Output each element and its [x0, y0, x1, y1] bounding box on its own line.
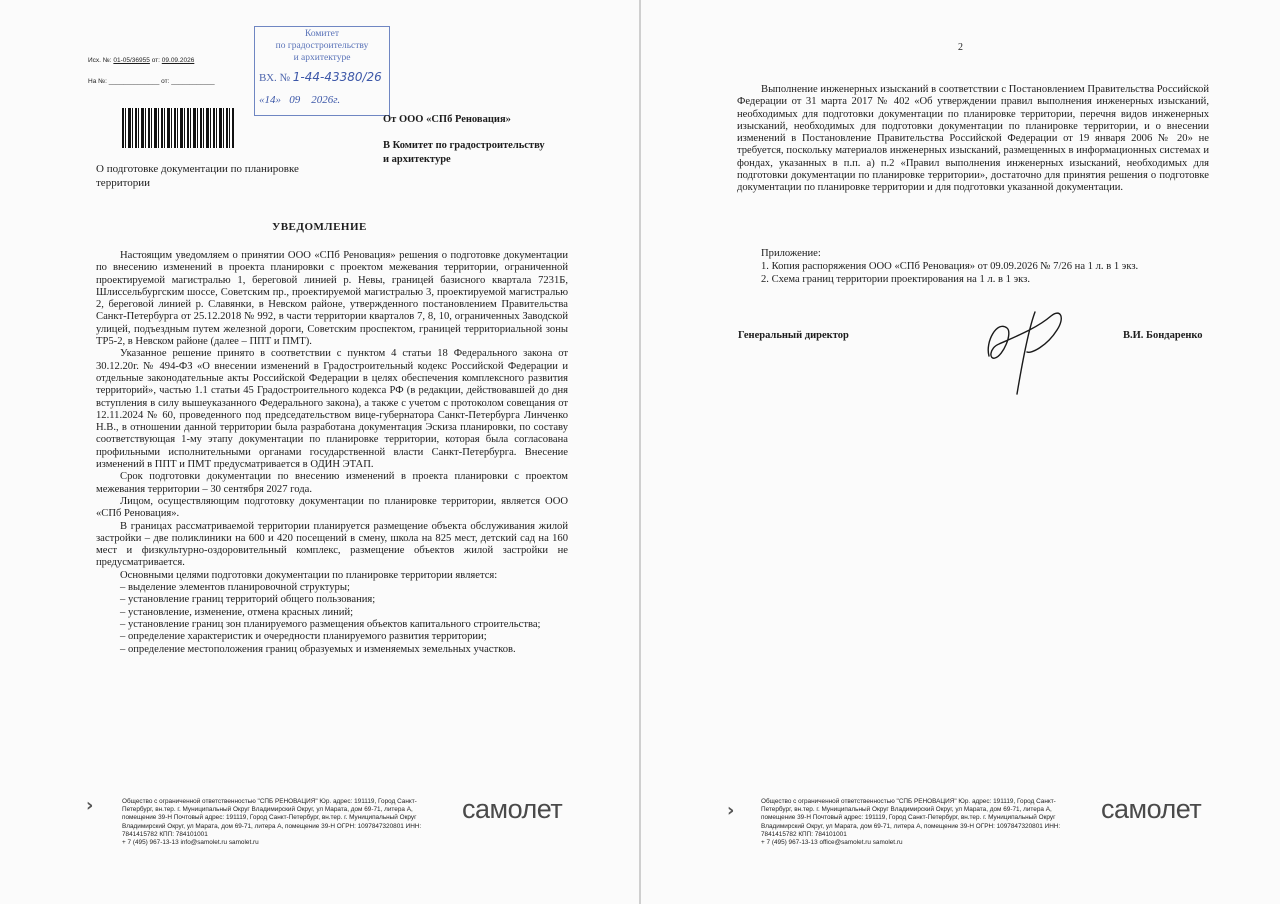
- incoming-ref: [88, 78, 215, 85]
- barcode: [122, 108, 234, 148]
- paragraph-4: Лицом, осуществляющим подготовку документации по планировке территории, является ООО «СПб Реновация».: [96, 495, 568, 520]
- paragraph-6: Основными целями подготовки документации по планировке территории является:: [120, 569, 498, 581]
- recipient-line-1: В Комитет по градостроительству: [383, 140, 545, 151]
- list-item: – определение характеристик и очередности планируемого развития территории;: [120, 631, 487, 643]
- samolet-logo: самолет: [1101, 794, 1202, 824]
- stamp-line-3: и архитектуре: [293, 53, 351, 63]
- list-item: – выделение элементов планировочной структуры;: [120, 582, 350, 594]
- appendix: [761, 248, 1221, 286]
- appendix-heading: Приложение:: [761, 248, 821, 259]
- stamp-in-label: ВХ. №: [259, 72, 291, 84]
- stamp-date-open: «: [259, 94, 265, 106]
- goals-list: [96, 582, 568, 656]
- page-1: [0, 0, 639, 904]
- stamp-date-suffix: г.: [333, 94, 341, 106]
- registration-stamp: [254, 26, 390, 116]
- document-title: УВЕДОМЛЕНИЕ: [272, 221, 367, 233]
- paragraph-2: Указанное решение принято в соответствии с пунктом 4 статьи 18 Федерального закона от 30.12.20г. № 494-ФЗ «О внесении изменений в Градостроительный кодекс Российской Федерации и отдельные законодательные акты Российской Федерации в целях обеспечения комплексного развития территорий», частью 1.1 статьи 45 Градостроительного кодекса РФ (в редакции, действовавшей до дня вступления в силу вышеуказанного Федерального закона), а также с учетом с протоколом совещания от 12.11.2024 № 60, проведенного под председательством вице-губернатора Санкт-Петербурга Линченко Н.В., в отношении данной территории была разработана документация Эскиза планировки, по составу соответствующая 1-му этапу документации по планировке территории, которая была согласована профильными исполнительными органами государственной власти Санкт-Петербурга. Внесение изменений в ППТ и ПМТ предусматривается в ОДИН ЭТАП.: [96, 348, 568, 471]
- list-item: 1. Копия распоряжения ООО «СПб Реновация» от 09.09.2026 № 7/26 на 1 л. в 1 экз.: [761, 261, 1139, 273]
- footer-legal-text: Общество с ограниченной ответственностью "СПБ РЕНОВАЦИЯ" Юр. адрес: 191119, Город Санкт-Петербург, вн.тер. г. Муниципальный Округ Владимирский Округ, ул Марата, дом 69-71, литера А, помещение 39-Н Почтовый адрес: 191119, Город Санкт-Петербург, вн.тер. г. Муниципальный Округ Владимирский Округ, ул Марата, дом 69-71, литера А, помещение 39-Н ОГРН: 1097847320801 ИНН: 7841415782 КПП: 784101001: [761, 798, 1061, 838]
- outgoing-number: 01-05/36955: [113, 57, 150, 64]
- list-item: – установление границ территорий общего пользования;: [120, 594, 376, 606]
- incoming-from-label: от:: [161, 78, 170, 85]
- body-text: [96, 250, 568, 656]
- signer-role: Генеральный директор: [738, 330, 849, 341]
- signer-name: В.И. Бондаренко: [1123, 330, 1203, 341]
- incoming-date-blank: ____________: [171, 78, 215, 85]
- paragraph-engineering-surveys: Выполнение инженерных изысканий в соответствии с Постановлением Правительства Российской Федерации от 31 марта 2017 № 402 «Об утверждении правил выполнения инженерных изысканий, необходимых для подготовки документации по планировке территории, перечня видов инженерных изысканий, необходимых для подготовки документации по планировке территории, и о внесении изменений в Постановление Правительства Российской Федерации от 19 января 2006 № 20» не требуется, поскольку материалов инженерных изысканий, размещенных в информационных системах и фондах, указанных в п.п. а) п.2 «Правил выполнения инженерных изысканий, необходимых для подготовки документации по планировке территории», достаточно для принятия решения о подготовке документации по планировке территории и для подготовки указанной документации.: [737, 84, 1209, 194]
- handwritten-signature: [977, 298, 1087, 398]
- outgoing-ref: [88, 57, 194, 64]
- recipient-line-2: и архитектуре: [383, 154, 451, 165]
- addressee-block: [383, 113, 573, 167]
- paragraph-5: В границах рассматриваемой территории планируется размещение объекта обслуживания жилой застройки – две поликлиники на 600 и 420 посещений в смену, школа на 825 мест, детский сад на 160 мест и физкультурно-оздоровительный комплекс, размещение объектов жилой застройки не предусматривается.: [96, 520, 568, 569]
- list-item: 2. Схема границ территории проектирования на 1 л. в 1 экз.: [761, 273, 1030, 285]
- sender: От ООО «СПб Реновация»: [383, 114, 511, 125]
- page2-body-text: [737, 84, 1209, 195]
- subject: О подготовке документации по планировке территории: [96, 163, 299, 189]
- footer-contacts: + 7 (495) 967-13-13 office@samolet.ru samolet.ru: [761, 839, 903, 847]
- list-item: – определение местоположения границ образуемых и изменяемых земельных участков.: [120, 643, 516, 655]
- appendix-list: [761, 261, 1221, 286]
- outgoing-date-label: от:: [151, 57, 160, 64]
- paragraph-3: Срок подготовки документации по внесению изменений в проекта планировки с проектом межевания территории – 30 сентября 2027 года.: [96, 471, 568, 495]
- samolet-logo: самолет: [462, 794, 563, 824]
- stamp-date-close: »: [275, 94, 281, 106]
- stamp-line-1: Комитет: [304, 29, 340, 39]
- stamp-line-2: по градостроительству: [275, 41, 369, 51]
- outgoing-label: Исх. №:: [88, 57, 112, 64]
- incoming-label: На №:: [88, 78, 107, 85]
- footer-arrow-icon: ›: [727, 800, 735, 821]
- paragraph-1: Настоящим уведомляем о принятии ООО «СПб Реновация» решения о подготовке документации по внесению изменений в проекта планировки с проектом межевания территории, ограниченной проектируемой магистралью 1, береговой линией р. Невы, границей базисного квартала 7231Б, Шлиссельбургским шоссе, Советским пр., проектируемой магистралью 3, проектируемой магистралью 2, береговой линией р. Славянки, в Невском районе, утвержденного постановлением Правительства Санкт-Петербурга от 25.12.2018 № 992, в части территории кварталов 7, 8, 10, ограниченных Заводской улицей, подъездным путем железной дороги, Советским проспектом, границей территориальной зоны ТР5-2, в Невском районе (далее – ППТ и ПМТ).: [96, 250, 568, 348]
- stamp-date-day: 14: [264, 94, 276, 106]
- incoming-blank: ______________: [108, 78, 160, 85]
- stamp-date-month: 09: [289, 94, 301, 106]
- footer-company-info: [761, 798, 1071, 847]
- list-item: – установление границ зон планируемого размещения объектов капитального строительства;: [120, 618, 541, 630]
- stamp-in-number: 1-44-43380/26: [292, 70, 382, 84]
- stamp-date: [259, 94, 340, 106]
- page-2: [641, 0, 1280, 904]
- footer-legal-text: Общество с ограниченной ответственностью "СПБ РЕНОВАЦИЯ" Юр. адрес: 191119, Город Санкт-Петербург, вн.тер. г. Муниципальный Округ Владимирский Округ, ул Марата, дом 69-71, литера А, помещение 39-Н Почтовый адрес: 191119, Город Санкт-Петербург, вн.тер. г. Муниципальный Округ Владимирский Округ, ул Марата, дом 69-71, литера А, помещение 39-Н ОГРН: 1097847320801 ИНН: 7841415782 КПП: 784101001: [122, 798, 422, 838]
- stamp-date-year: 2026: [311, 94, 334, 106]
- footer-contacts: + 7 (495) 967-13-13 info@samolet.ru samolet.ru: [122, 839, 259, 847]
- page-number: 2: [958, 42, 963, 53]
- footer-company-info: [122, 798, 432, 847]
- outgoing-date: 09.09.2026: [161, 57, 195, 64]
- stamp-incoming-number: [259, 70, 382, 84]
- list-item: – установление, изменение, отмена красных линий;: [120, 606, 354, 618]
- footer-arrow-icon: ›: [86, 795, 94, 816]
